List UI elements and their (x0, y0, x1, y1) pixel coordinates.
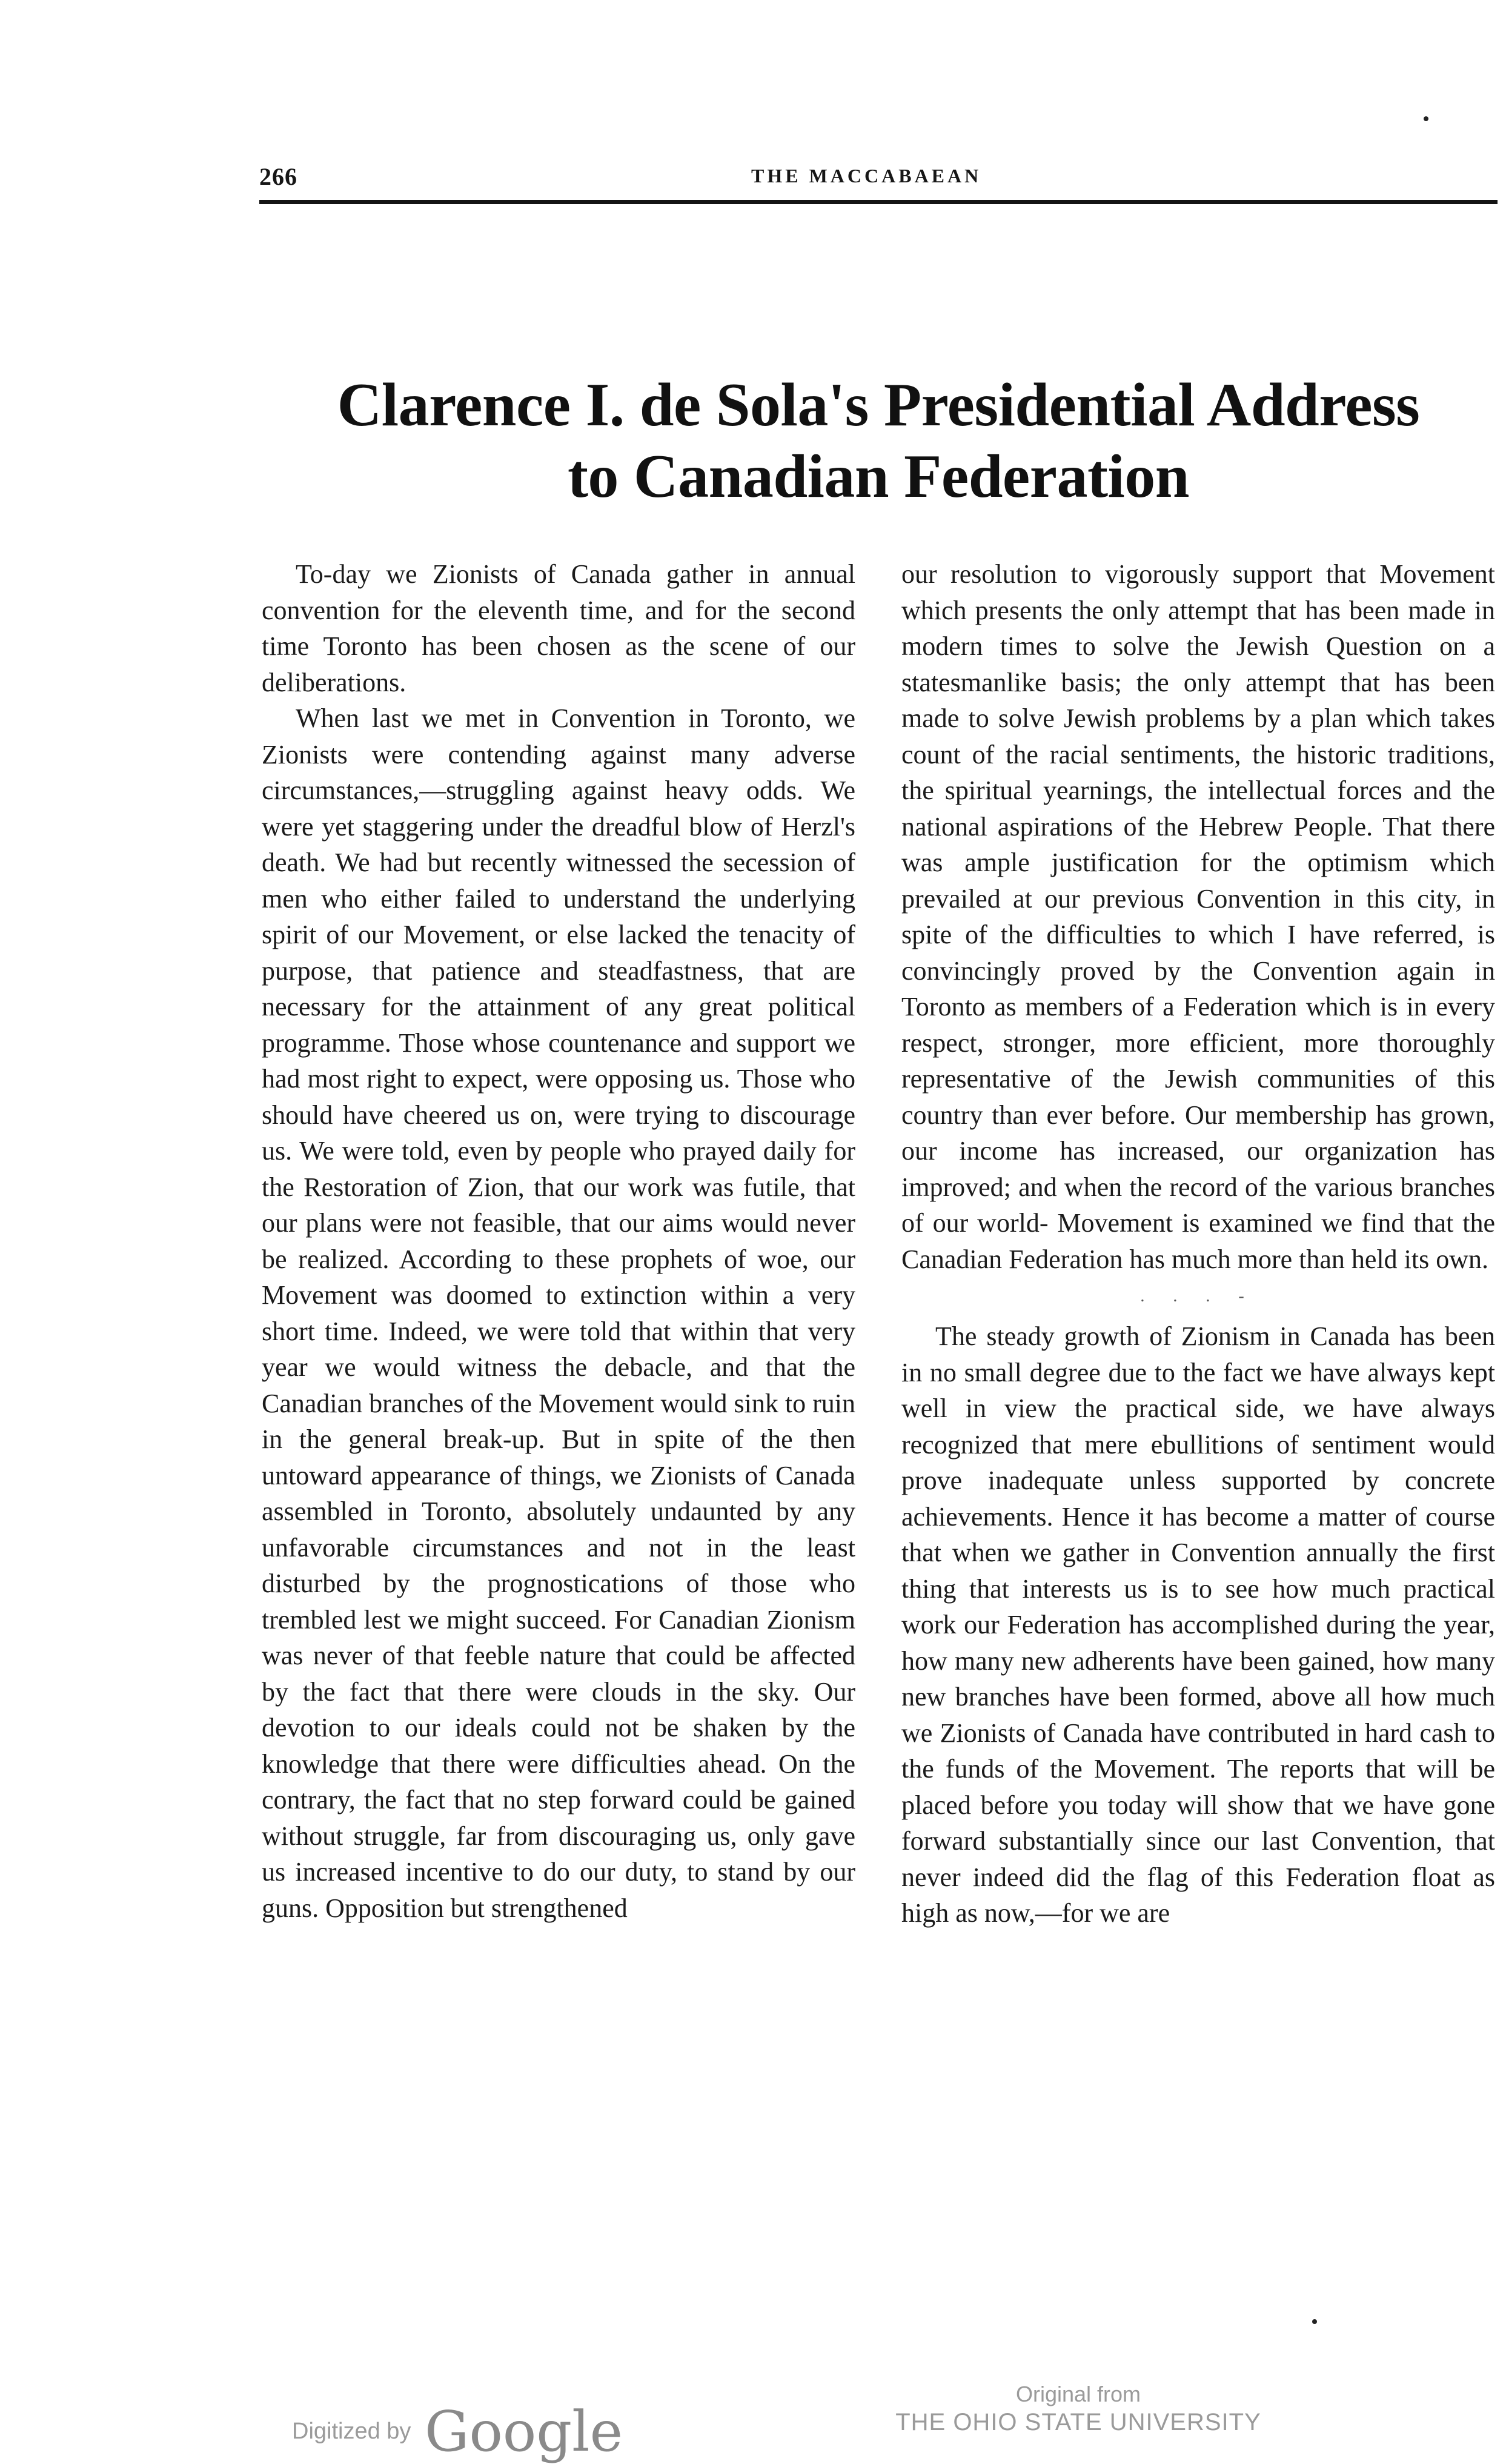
original-label: Original from (1015, 2382, 1141, 2406)
scan-speck (1312, 2319, 1317, 2324)
section-break: . . . - (1140, 1287, 1256, 1306)
right-column (901, 556, 1495, 1931)
google-logo: Google (424, 2399, 623, 2464)
digitized-label: Digitized by (292, 2419, 411, 2444)
paragraph: The steady growth of Zionism in Canada has been in no small degree due to the fact we have always kept well in view the practical side, we have always recognized that mere ebullitions of sentiment would prove inadequate unless supported by concrete achievements. Hence it has become a matter of course that when we gather in Convention annually the first thing that interests us is to see how much practical work our Federation has accomplished during the year, how many new adherents have been gained, how many new branches have been formed, above all how much we Zionists of Canada have contributed in hard cash to the funds of the Movement. The reports that will be placed before you today will show that we have gone forward substantially since our last Convention, that never indeed did the flag of this Federation float as high as now,—for we are (901, 1321, 1495, 1928)
original-source-watermark (866, 2381, 1290, 2437)
digitized-by-watermark (292, 2399, 623, 2464)
page-number: 266 (259, 163, 297, 190)
running-title: THE MACCABAEAN (751, 165, 982, 187)
original-source: THE OHIO STATE UNIVERSITY (895, 2409, 1261, 2436)
paragraph-continuation: our resolution to vigorously support that Movement which presents the only attempt that has been made in modern times to solve the Jewish Question on a statesmanlike basis; the only attempt that has been made to solve Jewish problems by a plan which takes count of the racial sentiments, the historic traditions, the spiritual yearnings, the intellectual forces and the national aspirations of the Hebrew People. That there was ample justification for the optimism which prevailed at our previous Convention in this city, in spite of the difficulties to which I have referred, is convincingly proved by the Convention again in Toronto as members of a Federation which is in every respect, stronger, more efficient, more thoroughly representative of the Jewish communities of this country than ever before. Our membership has grown, our income has increased, our organization has improved; and when the record of the various branches of our world- Movement is examined we find that the Canadian Federation has much more than held its own. (901, 559, 1495, 1274)
header-rule (259, 200, 1498, 204)
article-title (242, 370, 1506, 513)
article-title-line-2: to Canadian Federation (567, 442, 1190, 511)
paragraph: To-day we Zionists of Canada gather in annual convention for the eleventh time, and for the second time Toronto has been chosen as the scene of our deliberations. (262, 559, 855, 697)
left-column (262, 556, 855, 1926)
article-title-line-1: Clarence I. de Sola's Presidential Address (337, 371, 1420, 439)
scan-speck (1424, 116, 1428, 121)
paragraph: When last we met in Convention in Toronto, we Zionists were contending against many adverse circumstances,—struggling against heavy odds. We were yet staggering under the dreadful blow of Herzl's death. We had but recently witnessed the secession of men who either failed to understand the underlying spirit of our Movement, or else lacked the tenacity of purpose, that patience and steadfastness, that are necessary for the attainment of any great political programme. Those whose countenance and support we had most right to expect, were opposing us. Those who should have cheered us on, were trying to discourage us. We were told, even by people who prayed daily for the Restoration of Zion, that our work was futile, that our plans were not feasible, that our aims would never be realized. According to these prophets of woe, our Movement was doomed to extinction within a very short time. Indeed, we were told that within that very year we would witness the debacle, and that the Canadian branches of the Movement would sink to ruin in the general break-up. But in spite of the then untoward appearance of things, we Zionists of Canada assembled in Toronto, absolutely undaunted by any unfavorable circumstances and not in the least disturbed by the prognostications of those who trembled lest we might succeed. For Canadian Zionism was never of that feeble nature that could be affected by the fact that there were clouds in the sky. Our devotion to our ideals could not be shaken by the knowledge that there were difficulties ahead. On the contrary, the fact that no step forward could be gained without struggle, far from discouraging us, only gave us increased incentive to do our duty, to stand by our guns. Opposition but strengthened (262, 703, 856, 1923)
